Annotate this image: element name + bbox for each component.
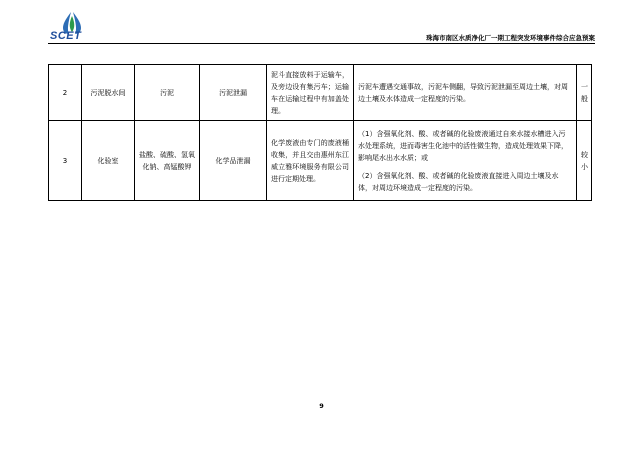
consequence-text: （2）含强氧化剂、酸、或者碱的化验废液直接进入周边土壤及水体，对周边环境造成一定程度的污染。 [358,171,559,192]
page-number: 9 [319,402,324,410]
table-row [49,121,592,201]
risk-level: 较小 [577,121,592,201]
logo-text: SCET [50,30,82,42]
incident-type: 化学品泄漏 [200,121,267,201]
row-number: 2 [49,65,82,121]
prevention-measure: 泥斗直接放料于运输车，及旁边设有集污车；运输车在运输过程中有加盖处理。 [267,65,354,121]
document-header-title: 珠海市南区水质净化厂一期工程突发环境事件综合应急预案 [426,34,595,42]
risk-area: 污泥脱水间 [82,65,135,121]
risk-substance: 盐酸、硫酸、氢氧化钠、高锰酸钾 [135,121,200,201]
risk-area: 化验室 [82,121,135,201]
consequence-text: 污泥车遭遇交通事故，污泥车侧翻，导致污泥泄漏至周边土壤，对周边土壤及水体造成一定程度的污染。 [358,82,568,103]
consequence-text: （1）含强氧化剂、酸、或者碱的化验废液通过自来水接水槽进入污水处理系统，进而毒害生化池中的活性微生物，造成处理效果下降，影响尾水出水水质；或 [358,129,568,162]
consequence-cell [354,65,577,121]
row-number: 3 [49,121,82,201]
header-divider [48,43,595,44]
consequence-cell [354,121,577,201]
prevention-measure: 化学废液由专门的废液桶收集，并且交由惠州东江威立雅环境服务有限公司进行定期处理。 [267,121,354,201]
risk-substance: 污泥 [135,65,200,121]
table-row [49,65,592,121]
risk-level: 一般 [577,65,592,121]
risk-table [48,64,592,201]
incident-type: 污泥泄漏 [200,65,267,121]
